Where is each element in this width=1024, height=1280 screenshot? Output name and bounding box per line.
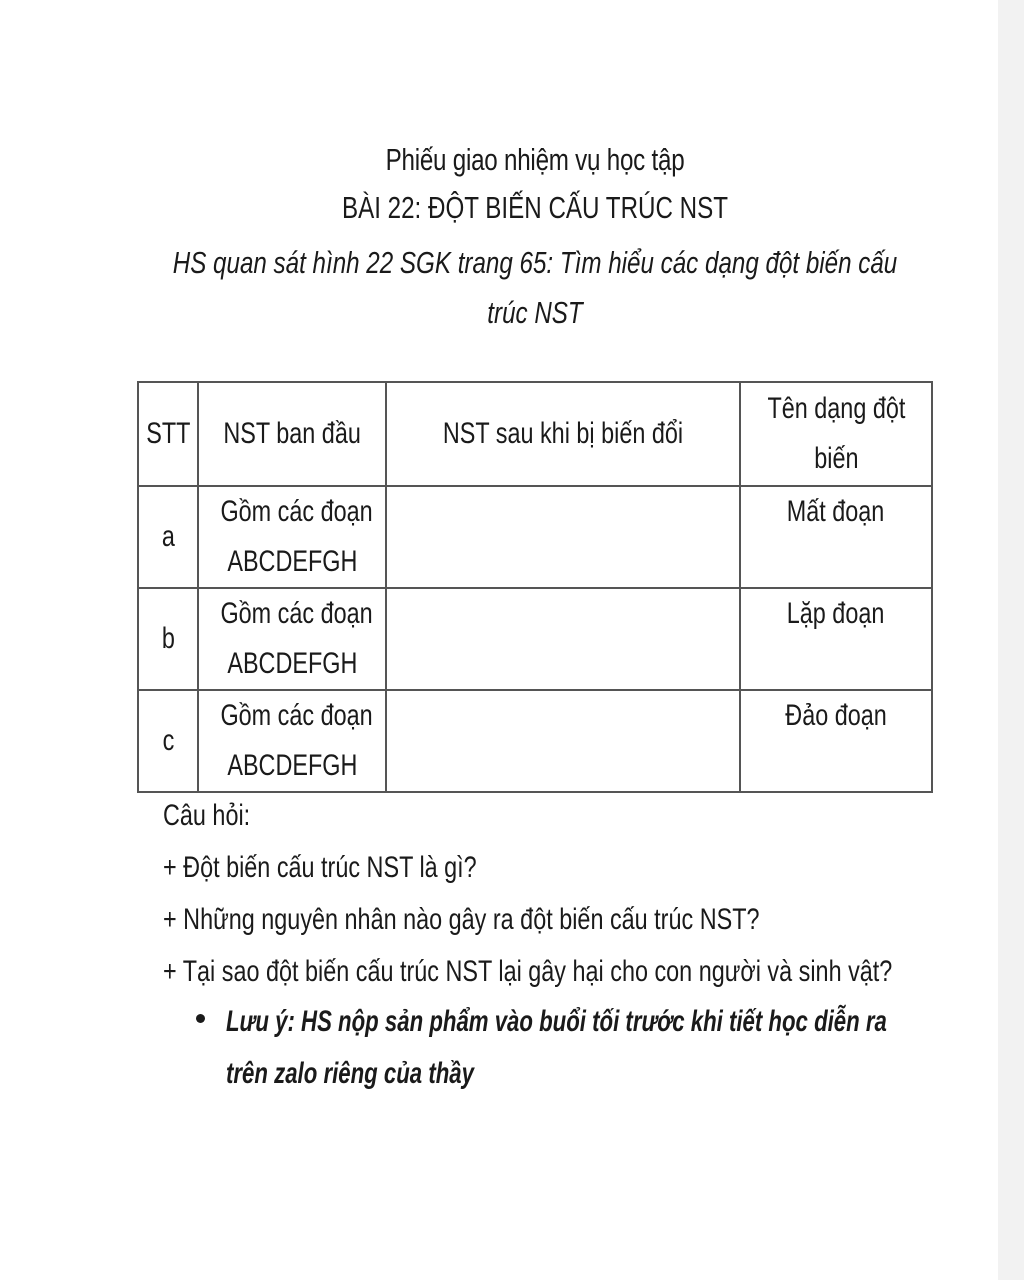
task-instruction: [149, 238, 921, 338]
row-original: Gồm các đoạn ABCDEFGH: [198, 690, 386, 792]
header-stt: STT: [138, 382, 198, 486]
bullet-icon: [196, 1014, 205, 1023]
note-section: [196, 996, 996, 1100]
row-stt: b: [138, 588, 198, 690]
worksheet-title: Phiếu giao nhiệm vụ học tập: [385, 142, 685, 177]
row-after: [386, 486, 740, 588]
lesson-title: BÀI 22: ĐỘT BIẾN CẤU TRÚC NST: [341, 190, 729, 225]
question-item: + Những nguyên nhân nào gây ra đột biến cấu trúc NST?: [163, 903, 760, 936]
row-after: [386, 690, 740, 792]
table-row: [138, 486, 932, 588]
table-header-row: [138, 382, 932, 486]
header-original: NST ban đầu: [198, 382, 386, 486]
task-instruction-line-2: trúc NST: [487, 295, 583, 330]
table-row: [138, 690, 932, 792]
row-original: Gồm các đoạn ABCDEFGH: [198, 486, 386, 588]
row-stt: c: [138, 690, 198, 792]
note-line-2: trên zalo riêng của thầy: [226, 1057, 474, 1090]
row-after: [386, 588, 740, 690]
mutation-table: [137, 381, 933, 793]
row-type: Mất đoạn: [740, 486, 932, 588]
question-item: + Tại sao đột biến cấu trúc NST lại gây hại cho con người và sinh vật?: [163, 955, 893, 988]
row-stt: a: [138, 486, 198, 588]
table-row: [138, 588, 932, 690]
questions-section: [163, 790, 983, 998]
note-line-1: Lưu ý: HS nộp sản phẩm vào buổi tối trước khi tiết học diễn ra: [226, 1005, 887, 1038]
page-margin: [998, 0, 1024, 1280]
header-after: NST sau khi bị biến đổi: [386, 382, 740, 486]
row-original: Gồm các đoạn ABCDEFGH: [198, 588, 386, 690]
header-type: Tên dạng đột biến: [740, 382, 932, 486]
questions-heading: Câu hỏi:: [163, 799, 251, 832]
row-type: Đảo đoạn: [740, 690, 932, 792]
task-instruction-line-1: HS quan sát hình 22 SGK trang 65: Tìm hiểu các dạng đột biến cấu: [172, 245, 898, 280]
row-type: Lặp đoạn: [740, 588, 932, 690]
question-item: + Đột biến cấu trúc NST là gì?: [163, 851, 477, 884]
